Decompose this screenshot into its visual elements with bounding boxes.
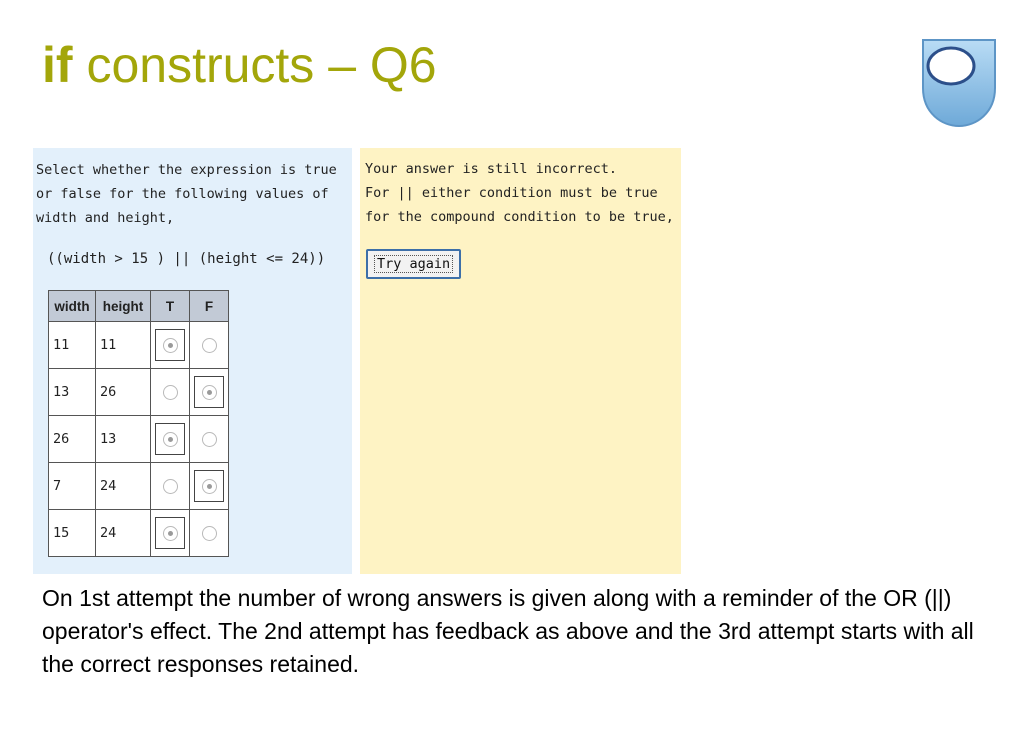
answer-table [48,290,229,557]
question-instructions: Select whether the expression is true or false for the following values of width and height, [36,162,337,226]
open-university-shield-icon [920,38,998,128]
width-cell: 26 [49,416,96,463]
height-cell: 13 [96,416,151,463]
table-row [49,322,229,369]
true-radio-button[interactable] [163,385,178,400]
radio-frame [155,376,185,408]
false-radio-cell [190,369,229,416]
true-radio-button[interactable] [163,526,178,541]
feedback-line-hint: For || either condition must be true for the compound condition to be true, [365,185,674,225]
column-header-height: height [96,291,151,322]
selected-radio-frame [155,329,185,361]
true-radio-button[interactable] [163,432,178,447]
false-radio-cell [190,510,229,557]
answer-rows [49,322,229,557]
false-radio-cell [190,416,229,463]
title-keyword: if [42,37,73,93]
radio-frame [194,517,224,549]
false-radio-cell [190,322,229,369]
height-cell: 24 [96,463,151,510]
width-cell: 11 [49,322,96,369]
true-radio-button[interactable] [163,479,178,494]
false-radio-button[interactable] [202,479,217,494]
height-cell: 26 [96,369,151,416]
false-radio-button[interactable] [202,432,217,447]
width-cell: 15 [49,510,96,557]
width-cell: 13 [49,369,96,416]
radio-frame [194,423,224,455]
height-cell: 11 [96,322,151,369]
column-header-width: width [49,291,96,322]
column-header-true: T [151,291,190,322]
false-radio-button[interactable] [202,338,217,353]
false-radio-cell [190,463,229,510]
title-rest: constructs – Q6 [86,37,437,93]
false-radio-button[interactable] [202,385,217,400]
feedback-line-incorrect: Your answer is still incorrect. [365,161,617,177]
table-row [49,463,229,510]
width-cell: 7 [49,463,96,510]
false-radio-button[interactable] [202,526,217,541]
selected-radio-frame [155,517,185,549]
question-panel [33,148,352,574]
try-again-button[interactable] [366,249,461,279]
true-radio-cell [151,322,190,369]
table-row [49,369,229,416]
selected-radio-frame [155,423,185,455]
table-row [49,416,229,463]
selected-radio-frame [194,376,224,408]
true-radio-cell [151,416,190,463]
true-radio-cell [151,369,190,416]
slide-title [42,38,437,93]
true-radio-cell [151,463,190,510]
selected-radio-frame [194,470,224,502]
try-again-label: Try again [374,255,453,273]
true-radio-cell [151,510,190,557]
slide-caption: On 1st attempt the number of wrong answers is given along with a reminder of the OR (||) operator's effect. The 2nd attempt has feedback as above and the 3rd attempt starts with all the correct responses retained. [42,585,974,677]
column-header-false: F [190,291,229,322]
true-radio-button[interactable] [163,338,178,353]
feedback-message [365,157,679,229]
feedback-panel [360,148,681,574]
table-row [49,510,229,557]
radio-frame [194,329,224,361]
height-cell: 24 [96,510,151,557]
radio-frame [155,470,185,502]
boolean-expression: ((width > 15 ) || (height <= 24)) [47,251,326,267]
